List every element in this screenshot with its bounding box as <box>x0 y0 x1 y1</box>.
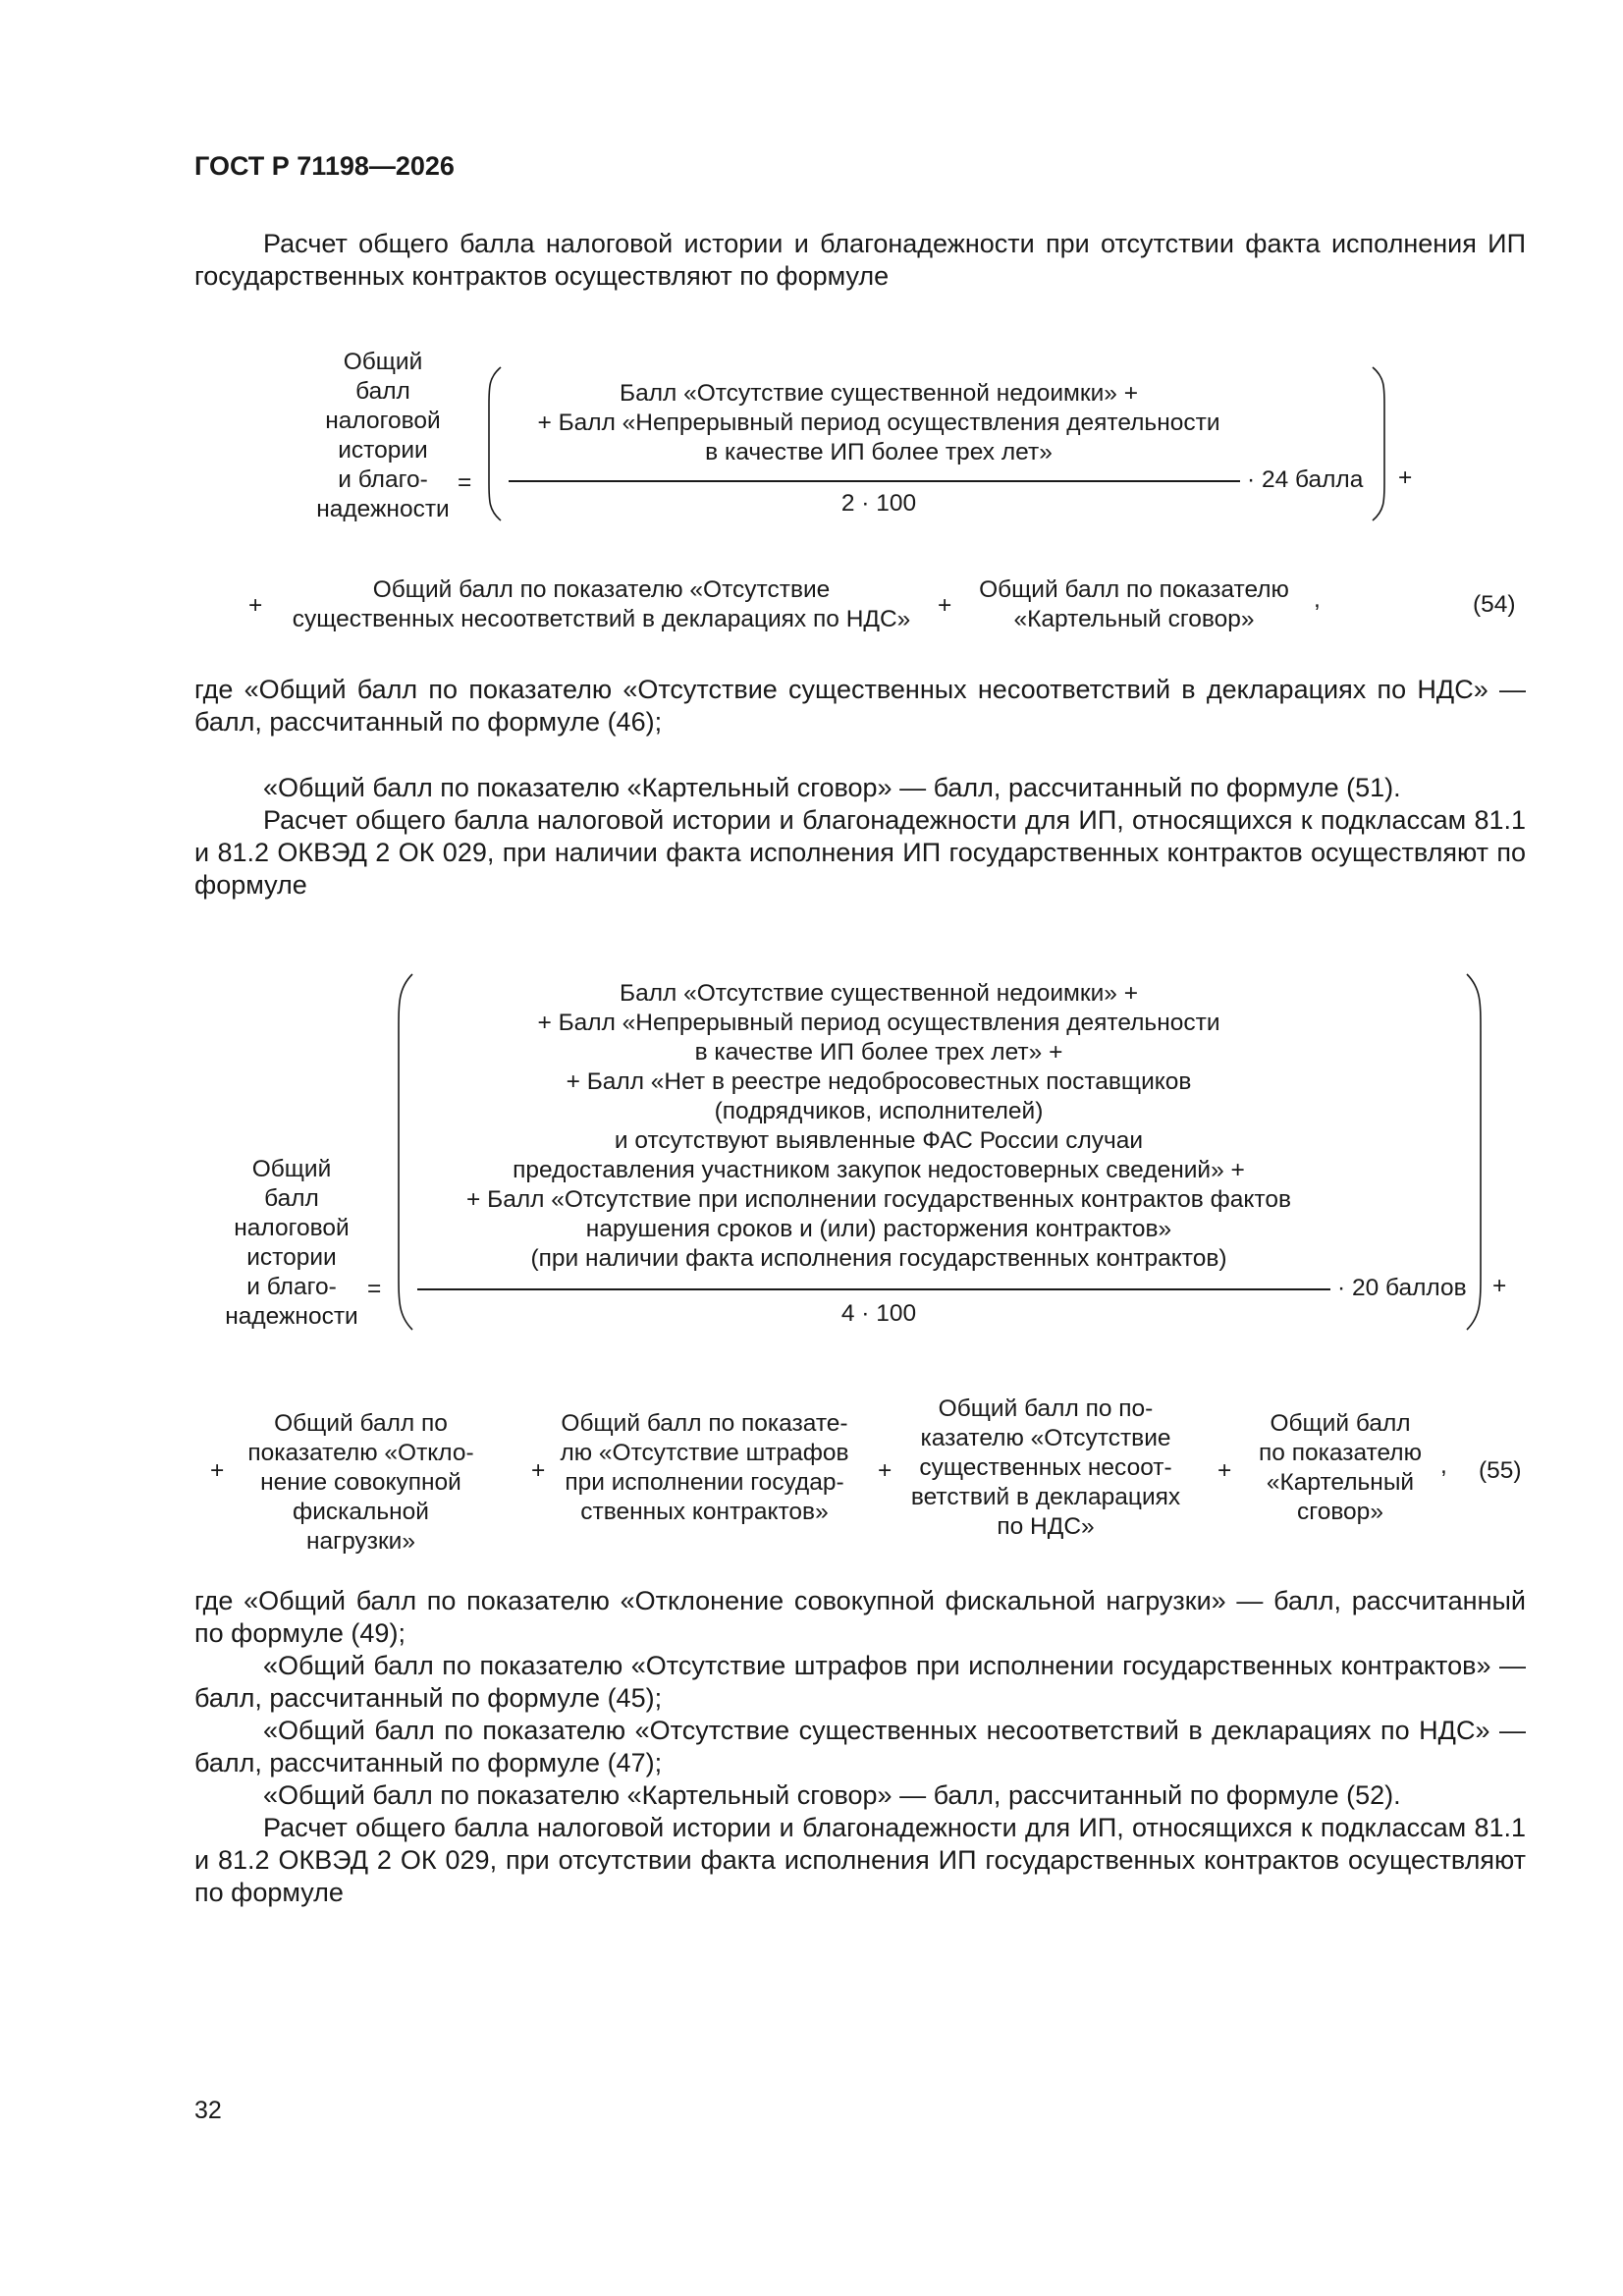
formula55-right-paren-icon <box>1463 972 1488 1332</box>
numerator-line: + Балл «Отсутствие при исполнении государственных контрактов фактов <box>466 1186 1291 1213</box>
numerator-line: (подрядчиков, исполнителей) <box>714 1098 1044 1124</box>
formula54-plus-mid: + <box>938 592 952 619</box>
lhs-line: истории <box>338 437 428 464</box>
term-line: при исполнении государ- <box>565 1469 844 1496</box>
lhs-line: Общий <box>251 1156 332 1182</box>
formula55-plus-1: + <box>210 1457 225 1484</box>
numerator-line: + Балл «Непрерывный период осуществления деятельности <box>537 1010 1220 1036</box>
formula55-equals: = <box>367 1276 382 1302</box>
term-line: Общий балл по <box>274 1410 448 1437</box>
formula55-term-fines <box>550 1409 859 1527</box>
formula55-comma: , <box>1440 1452 1447 1479</box>
term-line: нение совокупной <box>260 1469 461 1496</box>
lhs-line: Общий <box>343 349 423 375</box>
where-paragraph-55-d: «Общий балл по показателю «Картельный сговор» — балл, рассчитанный по формуле (52). <box>263 1780 1401 1810</box>
term-line: лю «Отсутствие штрафов <box>560 1440 849 1466</box>
where-paragraph-55-c: «Общий балл по показателю «Отсутствие существенных несоответствий в декларациях по НДС» — балл, рассчитанный по формуле (47); <box>194 1716 1526 1777</box>
intro-paragraph-55: Расчет общего балла налоговой истории и благонадежности для ИП, относящихся к подклассам 81.1 и 81.2 ОКВЭД 2 ОК 029, при наличии факта исполнения ИП государственных контрактов осуществляют по формуле <box>194 805 1526 900</box>
lhs-line: надежности <box>225 1303 358 1330</box>
formula54-multiplier: · 24 балла <box>1247 466 1364 493</box>
term-line: Общий балл по показателю «Отсутствие <box>372 576 831 603</box>
formula54-term-cartel <box>967 575 1301 634</box>
term-line: сговор» <box>1297 1499 1383 1525</box>
term-line: казателю «Отсутствие <box>920 1425 1171 1451</box>
term-line: фискальной нагрузки» <box>293 1499 429 1555</box>
document-code: ГОСТ Р 71198—2026 <box>194 151 455 181</box>
formula54-fraction-bar <box>509 480 1240 482</box>
formula55-numerator <box>412 979 1345 1274</box>
formula55-fraction-bar <box>417 1288 1330 1290</box>
lhs-line: и благо- <box>246 1274 337 1300</box>
where-paragraph-54-a: где «Общий балл по показателю «Отсутствие существенных несоответствий в декларациях по НДС» — балл, рассчитанный по формуле (46); <box>194 675 1526 737</box>
term-line: Общий балл <box>1270 1410 1411 1437</box>
term-line: ветствий в декларациях <box>910 1484 1181 1510</box>
term-line: Общий балл по по- <box>938 1395 1154 1422</box>
page-number: 32 <box>194 2097 222 2124</box>
formula54-numerator <box>501 379 1257 467</box>
lhs-line: налоговой <box>325 408 441 434</box>
formula55-term-cartel <box>1242 1409 1438 1527</box>
lhs-line: налоговой <box>234 1215 350 1241</box>
numerator-line: Балл «Отсутствие существенной недоимки» + <box>619 980 1139 1007</box>
numerator-line: Балл «Отсутствие существенной недоимки» + <box>619 380 1139 407</box>
formula54-equals: = <box>458 469 472 496</box>
formula55-plus-2: + <box>531 1457 546 1484</box>
formula55-multiplier: · 20 баллов <box>1337 1275 1467 1301</box>
term-line: Общий балл по показате- <box>561 1410 848 1437</box>
term-line: ственных контрактов» <box>580 1499 829 1525</box>
formula54-term-nds <box>275 575 928 634</box>
formula55-number: (55) <box>1479 1457 1522 1484</box>
formula55-lhs <box>218 1155 365 1332</box>
formula54-number: (54) <box>1473 591 1516 618</box>
numerator-line: нарушения сроков и (или) расторжения контрактов» <box>585 1216 1172 1242</box>
lhs-line: истории <box>246 1244 337 1271</box>
term-line: существенных несоот- <box>919 1454 1172 1481</box>
formula55-term-fiscal <box>236 1409 486 1557</box>
numerator-line: и отсутствуют выявленные ФАС России случаи <box>614 1127 1144 1154</box>
intro-paragraph-54: Расчет общего балла налоговой истории и благонадежности при отсутствии факта исполнения ИП государственных контрактов осуществляют по формуле <box>194 229 1526 291</box>
formula55-term-nds <box>898 1394 1193 1542</box>
formula54-comma: , <box>1314 586 1321 613</box>
term-line: «Картельный <box>1266 1469 1415 1496</box>
formula54-denominator: 2 · 100 <box>840 490 917 517</box>
where-paragraph-55-a: где «Общий балл по показателю «Отклонение совокупной фискальной нагрузки» — балл, рассчитанный по формуле (49); <box>194 1586 1526 1648</box>
lhs-line: балл <box>264 1185 319 1212</box>
where-paragraph-55-b: «Общий балл по показателю «Отсутствие штрафов при исполнении государственных контрактов» — балл, рассчитанный по формуле (45); <box>194 1651 1526 1713</box>
formula54-lhs <box>309 348 457 524</box>
term-line: по НДС» <box>997 1513 1095 1540</box>
term-line: «Картельный сговор» <box>1013 606 1255 632</box>
term-line: существенных несоответствий в декларациях по НДС» <box>292 606 911 632</box>
numerator-line: (при наличии факта исполнения государственных контрактов) <box>530 1245 1227 1272</box>
numerator-line: + Балл «Непрерывный период осуществления деятельности <box>537 410 1220 436</box>
formula55-denominator: 4 · 100 <box>840 1300 917 1327</box>
numerator-line: предоставления участником закупок недостоверных сведений» + <box>513 1157 1245 1183</box>
lhs-line: балл <box>355 378 410 405</box>
term-line: Общий балл по показателю <box>979 576 1289 603</box>
formula54-plus-after: + <box>1398 465 1413 491</box>
where-paragraph-54-b: «Общий балл по показателю «Картельный сговор» — балл, рассчитанный по формуле (51). <box>263 773 1401 802</box>
formula55-plus-3: + <box>878 1457 893 1484</box>
numerator-line: + Балл «Нет в реестре недобросовестных поставщиков <box>566 1068 1192 1095</box>
lhs-line: надежности <box>316 496 450 522</box>
lhs-line: и благо- <box>338 466 428 493</box>
term-line: показателю «Откло- <box>247 1440 474 1466</box>
formula54-right-paren-icon <box>1369 365 1392 522</box>
numerator-line: в качестве ИП более трех лет» <box>705 439 1053 465</box>
formula54-plus-lead: + <box>248 592 263 619</box>
numerator-line: в качестве ИП более трех лет» + <box>694 1039 1063 1066</box>
formula55-plus-after: + <box>1492 1273 1507 1299</box>
intro-paragraph-next: Расчет общего балла налоговой истории и благонадежности для ИП, относящихся к подклассам 81.1 и 81.2 ОКВЭД 2 ОК 029, при отсутствии факта исполнения ИП государственных контрактов осуществляют по формуле <box>194 1813 1526 1907</box>
term-line: по показателю <box>1259 1440 1422 1466</box>
formula55-plus-4: + <box>1217 1457 1232 1484</box>
